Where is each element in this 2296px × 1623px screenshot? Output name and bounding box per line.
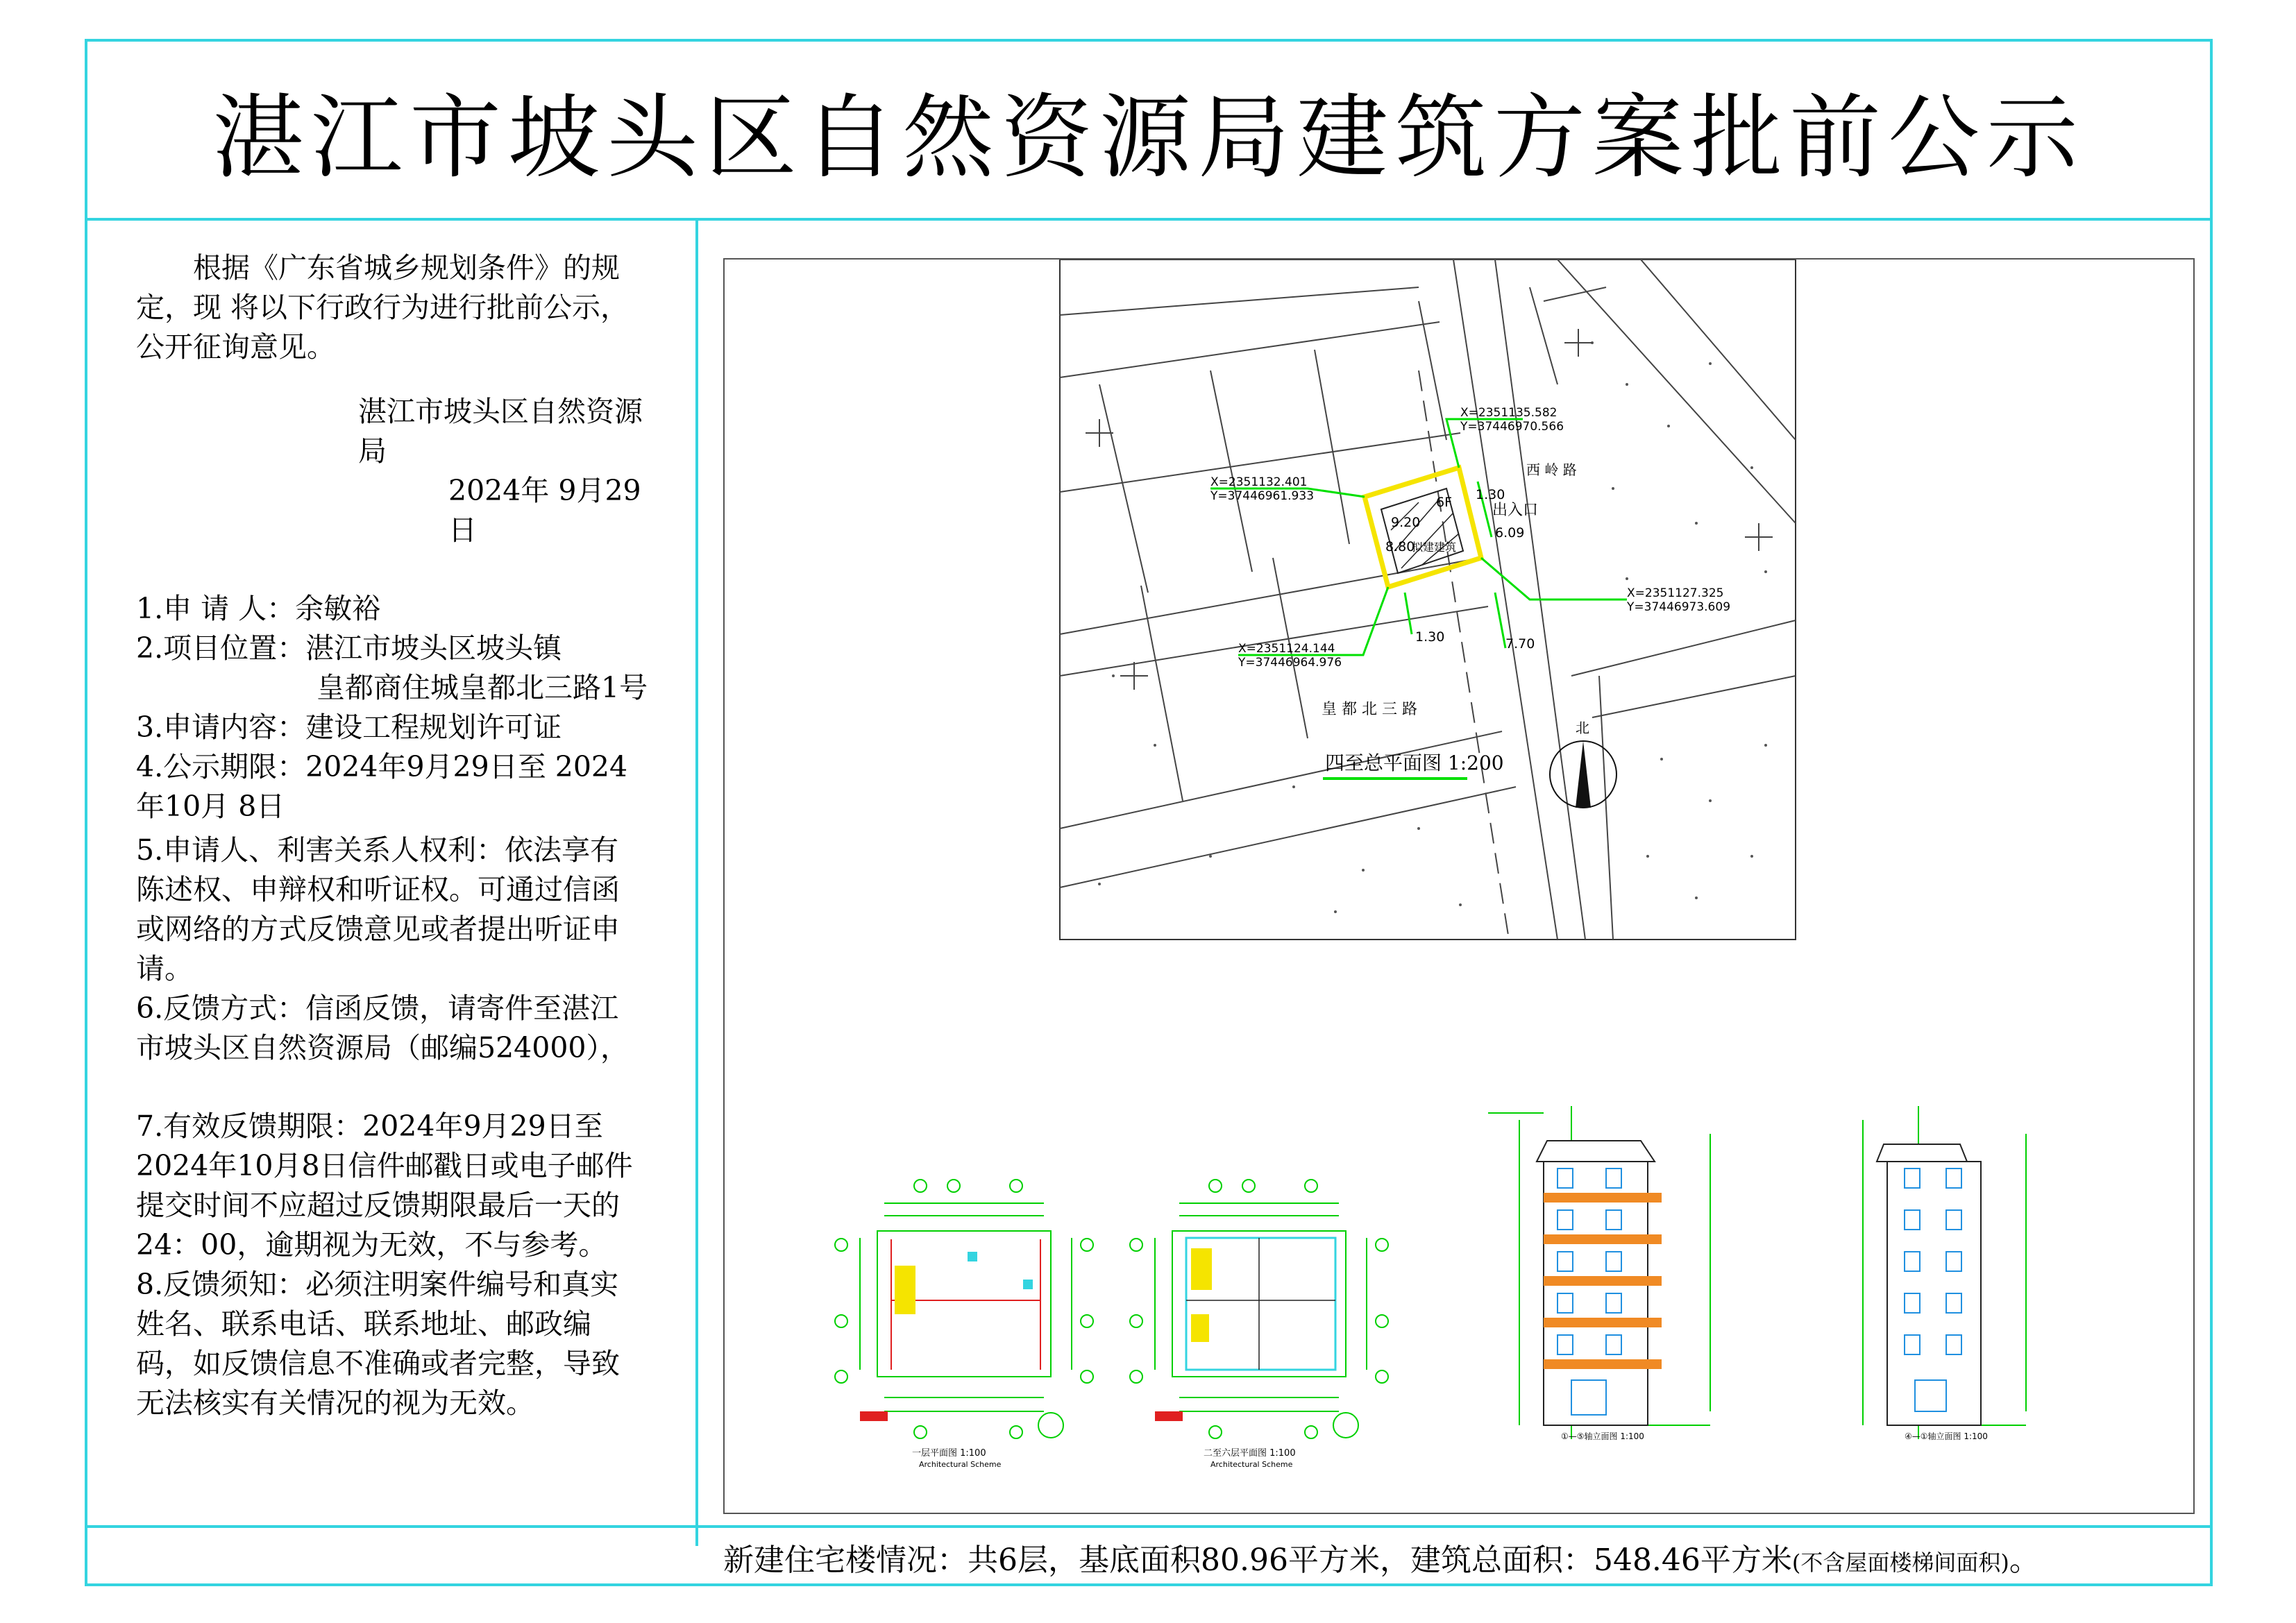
coord-3-y: Y=37446973.609 xyxy=(1627,600,1731,614)
issuing-org: 湛江市坡头区自然资源局 xyxy=(358,395,643,468)
elevation-2-title: ④—①轴立面图 1:100 xyxy=(1905,1431,1988,1441)
summary-main: 新建住宅楼情况：共6层，基底面积80.96平方米，建筑总面积：548.46平方米 xyxy=(723,1543,1792,1578)
summary-note: (不含屋面楼梯间面积) xyxy=(1791,1549,2009,1576)
coord-2-y: Y=37446961.933 xyxy=(1210,489,1315,503)
drawings-column xyxy=(698,221,2213,1546)
item-notice-3: 码，如反馈信息不准确或者完整，导致 xyxy=(136,1347,620,1380)
item-valid-3: 提交时间不应超过反馈期限最后一天的 xyxy=(136,1189,620,1222)
notice-text-column xyxy=(87,221,698,1546)
coord-3-x: X=2351127.325 xyxy=(1627,586,1724,600)
item-feedback-1: 6.反馈方式：信函反馈，请寄件至湛江 xyxy=(136,992,619,1025)
item-period-1: 4.公示期限：2024年9月29日至 2024 xyxy=(136,750,628,783)
drawing-svg xyxy=(725,260,2193,1513)
intro-line-1: 根据《广东省城乡规划条件》的规 xyxy=(193,251,620,284)
item-location-1: 2.项目位置：湛江市坡头区坡头镇 xyxy=(136,631,562,665)
north-label: 北 xyxy=(1576,720,1589,736)
elevation-1-title: ①—⑤轴立面图 1:100 xyxy=(1561,1431,1644,1441)
elevation-1 xyxy=(1488,1106,1710,1441)
dim-2: 8.80 xyxy=(1385,539,1415,554)
plan-1-subtitle: Architectural Scheme xyxy=(919,1460,1002,1469)
site-plan xyxy=(1060,260,1796,940)
summary-row xyxy=(87,1525,2210,1586)
item-period-2: 年10月 8日 xyxy=(136,790,285,823)
item-notice-1: 8.反馈须知：必须注明案件编号和真实 xyxy=(136,1268,619,1301)
dim-6: 7.70 xyxy=(1505,636,1535,652)
drawing-sheet xyxy=(723,258,2195,1514)
item-notice-4: 无法核实有关情况的视为无效。 xyxy=(136,1386,534,1420)
floor-plan-1 xyxy=(835,1180,1093,1469)
dim-1: 9.20 xyxy=(1391,515,1421,530)
item-valid-4: 24：00，逾期视为无效，不与参考。 xyxy=(136,1228,607,1261)
coord-2-x: X=2351132.401 xyxy=(1210,475,1308,489)
building-label: 拟建建筑 xyxy=(1412,541,1457,554)
coord-1-x: X=2351135.582 xyxy=(1460,406,1558,420)
dim-4: 6.09 xyxy=(1495,525,1525,541)
summary-text xyxy=(723,1535,2040,1579)
intro-line-2: 定，现 将以下行政行为进行批前公示， xyxy=(136,291,630,324)
plan-2-subtitle: Architectural Scheme xyxy=(1210,1460,1293,1469)
item-valid-1: 7.有效反馈期限：2024年9月29日至 xyxy=(136,1110,603,1143)
title-row xyxy=(87,42,2210,221)
summary-end: 。 xyxy=(2009,1543,2040,1578)
page-title: 湛江市坡头区自然资源局建筑方案批前公示 xyxy=(212,85,2085,192)
item-notice-2: 姓名、联系电话、联系地址、邮政编 xyxy=(136,1307,591,1341)
notice-frame xyxy=(85,39,2213,1586)
floor-plan-2 xyxy=(1130,1180,1388,1469)
elevation-2 xyxy=(1863,1106,2026,1441)
plan-2-title: 二至六层平面图 1:100 xyxy=(1204,1448,1296,1459)
item-rights-2: 陈述权、申辩权和听证权。可通过信函 xyxy=(136,873,620,906)
item-rights-1: 5.申请人、利害关系人权利：依法享有 xyxy=(136,833,619,867)
site-plan-title: 四至总平面图 1:200 xyxy=(1325,751,1504,774)
intro-line-3: 公开征询意见。 xyxy=(136,330,335,364)
coord-4-x: X=2351124.144 xyxy=(1238,642,1335,656)
plan-1-title: 一层平面图 1:100 xyxy=(912,1448,986,1459)
item-rights-4: 请。 xyxy=(136,952,193,985)
road-west: 西 岭 路 xyxy=(1526,461,1577,478)
item-content: 3.申请内容：建设工程规划许可证 xyxy=(136,711,562,744)
item-feedback-2: 市坡头区自然资源局（邮编524000）， xyxy=(136,1031,630,1064)
item-applicant: 1.申 请 人：余敏裕 xyxy=(136,592,381,625)
issue-date: 2024年 9月29日 xyxy=(448,474,641,547)
coord-1-y: Y=37446970.566 xyxy=(1460,420,1564,434)
coord-4-y: Y=37446964.976 xyxy=(1238,656,1342,670)
entrance-label: 出入口 xyxy=(1492,502,1539,519)
item-location-2: 皇都商住城皇都北三路1号 xyxy=(316,671,648,704)
floors-label: 6F xyxy=(1436,495,1453,510)
dim-3: 1.30 xyxy=(1476,487,1505,502)
item-valid-2: 2024年10月8日信件邮戳日或电子邮件 xyxy=(136,1149,633,1182)
dim-5: 1.30 xyxy=(1415,629,1445,645)
road-name: 皇 都 北 三 路 xyxy=(1322,701,1417,718)
item-rights-3: 或网络的方式反馈意见或者提出听证申 xyxy=(136,912,620,946)
